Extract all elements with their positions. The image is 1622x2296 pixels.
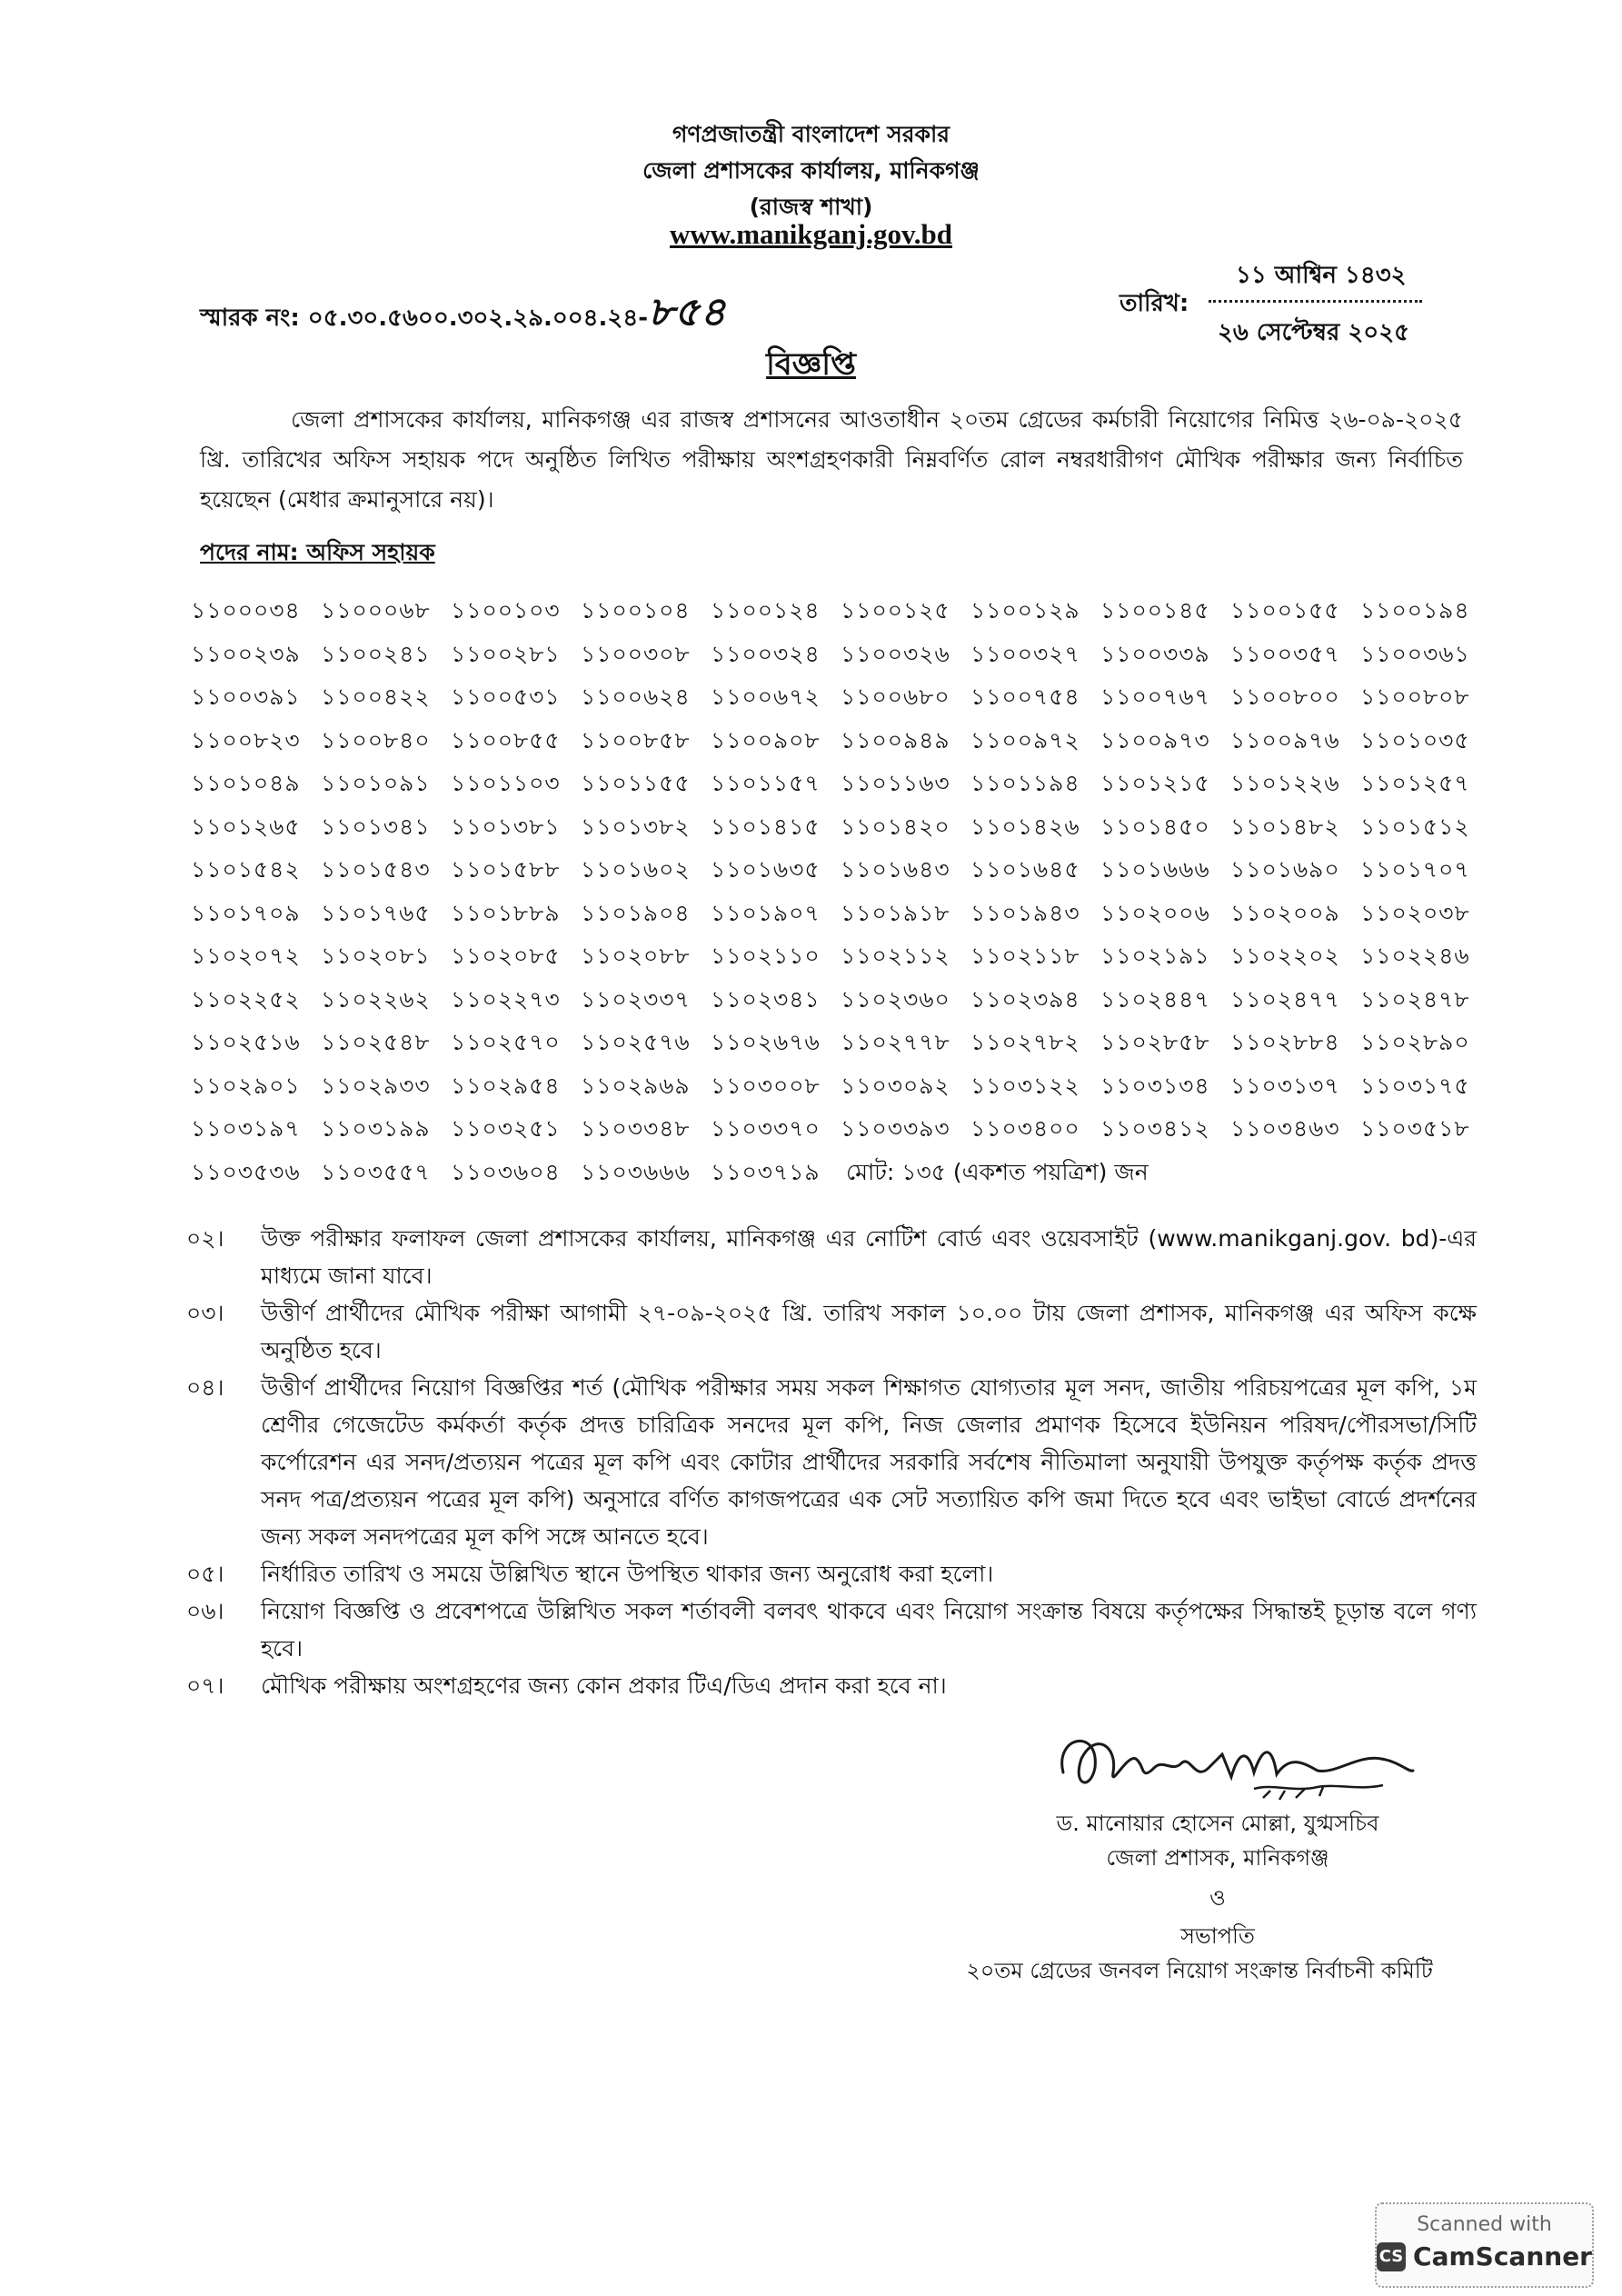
roll-number: ১১০২২৪৬ xyxy=(1360,943,1470,970)
roll-number: ১১০১৮৮৯ xyxy=(451,899,561,926)
roll-number: ১১০১৯৪৩ xyxy=(970,899,1080,926)
roll-number: ১১০৩৬০৪ xyxy=(451,1158,561,1185)
committee-name: ২০তম গ্রেডের জনবল নিয়োগ সংক্রান্ত নির্বাচনী কমিটি xyxy=(966,1958,1433,1983)
office-name: জেলা প্রশাসকের কার্যালয়, মানিকগঞ্জ xyxy=(642,157,980,184)
roll-number: ১১০০৩২৪ xyxy=(711,640,821,667)
roll-number: ১১০০০৬৮ xyxy=(321,597,431,624)
roll-number: ১১০০১৪৫ xyxy=(1100,597,1210,624)
roll-number: ১১০০২৪১ xyxy=(321,640,431,667)
roll-number: ১১০০৩২৬ xyxy=(841,640,950,667)
roll-number: ১১০১২১৫ xyxy=(1100,770,1210,797)
roll-number: ১১০২৩৯৪ xyxy=(970,985,1080,1013)
signatory-name: ড. মানোয়ার হোসেন মোল্লা, যুগ্মসচিব xyxy=(1056,1811,1379,1836)
roll-number: ১১০০৮৫৮ xyxy=(581,726,691,754)
camscanner-badge xyxy=(1375,2202,1594,2288)
roll-number: ১১০১২৬৫ xyxy=(191,813,301,840)
roll-number: ১১০১৯১৮ xyxy=(841,899,950,926)
roll-number: ১১০০৬৮০ xyxy=(841,684,950,711)
roll-number: ১১০৩১৯৯ xyxy=(321,1115,431,1143)
date-bangla: ১১ আশ্বিন ১৪৩২ xyxy=(1236,262,1407,289)
roll-number: ১১০২০৮৫ xyxy=(451,943,561,970)
section-name: (রাজস্ব শাখা) xyxy=(749,194,873,220)
roll-number: ১১০৩১৩৭ xyxy=(1230,1072,1340,1099)
roll-number: ১১০০১৫৫ xyxy=(1230,597,1340,624)
roll-number: ১১০০৯৭২ xyxy=(970,726,1080,754)
roll-number: ১১০৩৪১২ xyxy=(1100,1115,1210,1143)
roll-number: ১১০২০৮১ xyxy=(321,943,431,970)
signature-image xyxy=(1045,1718,1427,1818)
roll-number: ১১০১৪২৬ xyxy=(970,813,1080,840)
roll-number: ১১০১৭৬৫ xyxy=(321,899,431,926)
roll-number: ১১০২২৫২ xyxy=(191,985,301,1013)
instruction-number: ০২। xyxy=(186,1225,224,1252)
roll-number: ১১০১২২৬ xyxy=(1230,770,1340,797)
roll-number: ১১০২১৯১ xyxy=(1100,943,1210,970)
roll-number: ১১০২৮৫৮ xyxy=(1100,1029,1210,1056)
instruction-item xyxy=(186,1555,1477,1592)
roll-number: ১১০০৮২৩ xyxy=(191,726,301,754)
instruction-item xyxy=(186,1369,1477,1555)
roll-number: ১১০৩৫১৮ xyxy=(1360,1115,1470,1143)
roll-number: ১১০১৩৮২ xyxy=(581,813,691,840)
memo-number xyxy=(200,282,726,348)
roll-number: ১১০২৯৬৯ xyxy=(581,1072,691,1099)
signatory-designation: জেলা প্রশাসক, মানিকগঞ্জ xyxy=(1106,1845,1329,1871)
roll-number: ১১০১৫৪২ xyxy=(191,856,301,883)
roll-number: ১১০১৯০৭ xyxy=(711,899,821,926)
roll-row xyxy=(191,591,1490,634)
roll-number: ১১০১৫৪৩ xyxy=(321,856,431,883)
roll-number: ১১০৩৫৩৬ xyxy=(191,1158,301,1185)
roll-number: ১১০১৫১২ xyxy=(1360,813,1470,840)
roll-number: ১১০০১৯৪ xyxy=(1360,597,1470,624)
roll-number: ১১০১১৫৭ xyxy=(711,770,821,797)
roll-number: ১১০১৫৮৮ xyxy=(451,856,561,883)
roll-number: ১১০২৬৭৬ xyxy=(711,1029,821,1056)
roll-number: ১১০০৮৫৫ xyxy=(451,726,561,754)
camscanner-name: CamScanner xyxy=(1413,2241,1592,2271)
roll-number: ১১০০৩০৮ xyxy=(581,640,691,667)
roll-number: ১১০১৬৪৩ xyxy=(841,856,950,883)
roll-number: ১১০২৩৬০ xyxy=(841,985,950,1013)
roll-number: ১১০১৬৩৫ xyxy=(711,856,821,883)
roll-number: ১১০১৬৯০ xyxy=(1230,856,1340,883)
roll-number: ১১০০৯৭৬ xyxy=(1230,726,1340,754)
roll-number: ১১০২৫১৬ xyxy=(191,1029,301,1056)
roll-number: ১১০০৭৬৭ xyxy=(1100,684,1210,711)
roll-number: ১১০২৪৭৭ xyxy=(1230,985,1340,1013)
roll-number: ১১০৩৩৪৮ xyxy=(581,1115,691,1143)
roll-row xyxy=(191,764,1490,807)
roll-number: ১১০২০৭২ xyxy=(191,943,301,970)
roll-row xyxy=(191,634,1490,678)
roll-row xyxy=(191,1023,1490,1066)
roll-number: ১১০০৮৪০ xyxy=(321,726,431,754)
instruction-text: উত্তীর্ণ প্রার্থীদের নিয়োগ বিজ্ঞপ্তির শর্ত (মৌখিক পরীক্ষার সময় সকল শিক্ষাগত যোগ্যতার মূল সনদ, জাতীয় পরিচয়পত্রের মূল কপি, ১ম শ্রেণীর গেজেটেড কর্মকর্তা কর্তৃক প্রদত্ত চারিত্রিক সনদের মূল কপি, নিজ জেলার প্রমাণক হিসেবে ইউনিয়ন পরিষদ/পৌরসভা/সিটি কর্পোরেশন এর সনদ/প্রত্যয়ন পত্রের মূল কপি এবং কোটার প্রার্থীদের সরকারি সর্বশেষ নীতিমালা অনুযায়ী উপযুক্ত কর্তৃপক্ষ কর্তৃক প্রদত্ত সনদ পত্র/প্রত্যয়ন পত্রের মূল কপি) অনুসারে বর্ণিত কাগজপত্রের এক সেট সত্যায়িত কপি জমা দিতে হবে এবং ভাইভা বোর্ডে প্রদর্শনের জন্য সকল সনদপত্রের মূল কপি সঙ্গে আনতে হবে। xyxy=(261,1374,1477,1550)
roll-number: ১১০২৪৪৭ xyxy=(1100,985,1210,1013)
website-link[interactable]: www.manikganj.gov.bd xyxy=(670,218,952,250)
roll-number: ১১০১৯০৪ xyxy=(581,899,691,926)
roll-number: ১১০৩৫৫৭ xyxy=(321,1158,431,1185)
roll-number: ১১০১০৩৫ xyxy=(1360,726,1470,754)
roll-number: ১১০২৩৩৭ xyxy=(581,985,691,1013)
roll-number: ১১০১৬৪৫ xyxy=(970,856,1080,883)
date-label: তারিখ: xyxy=(1119,290,1189,317)
roll-number: ১১০০৯৭৩ xyxy=(1100,726,1210,754)
roll-number: ১১০২৫৭৬ xyxy=(581,1029,691,1056)
roll-number: ১১০১১৯৪ xyxy=(970,770,1080,797)
roll-number: ১১০১২৫৭ xyxy=(1360,770,1470,797)
roll-number: ১১০০৯৪৯ xyxy=(841,726,950,754)
roll-number: ১১০১৭০৭ xyxy=(1360,856,1470,883)
roll-number: ১১০০৭৫৪ xyxy=(970,684,1080,711)
roll-number: ১১০৩১৯৭ xyxy=(191,1115,301,1143)
roll-number: ১১০৩৩৭০ xyxy=(711,1115,821,1143)
roll-number: ১১০২৭৮২ xyxy=(970,1029,1080,1056)
roll-row xyxy=(191,677,1490,721)
roll-number: ১১০১১৫৫ xyxy=(581,770,691,797)
date-dotted-line xyxy=(1209,300,1422,303)
roll-row xyxy=(191,893,1490,937)
roll-number: ১১০৩০৯২ xyxy=(841,1072,950,1099)
roll-number: ১১০৩৬৬৬ xyxy=(581,1158,691,1185)
roll-number: ১১০১১০৩ xyxy=(451,770,561,797)
memo-ref-label: স্মারক নং: ০৫.৩০.৫৬০০.৩০২.২৯.০০৪.২৪- xyxy=(200,304,648,332)
roll-number: ১১০০৩৯১ xyxy=(191,684,301,711)
date-gregorian: ২৬ সেপ্টেম্বর ২০২৫ xyxy=(1218,319,1409,346)
roll-number: ১১০২০৮৮ xyxy=(581,943,691,970)
roll-number: ১১০১৪১৫ xyxy=(711,813,821,840)
roll-number: ১১০২৩৪১ xyxy=(711,985,821,1013)
instruction-number: ০৫। xyxy=(186,1561,224,1587)
camscanner-logo-icon: CS xyxy=(1377,2242,1406,2271)
roll-number: ১১০০৩২৭ xyxy=(970,640,1080,667)
instruction-text: উত্তীর্ণ প্রার্থীদের মৌখিক পরীক্ষা আগামী ২৭-০৯-২০২৫ খ্রি. তারিখ সকাল ১০.০০ টায় জেলা প্রশাসক, মানিকগঞ্জ এর অফিস কক্ষে অনুষ্ঠিত হবে। xyxy=(261,1300,1477,1363)
roll-number: ১১০০৩৫৭ xyxy=(1230,640,1340,667)
roll-number: ১১০০১২৪ xyxy=(711,597,821,624)
roll-number: ১১০০১২৯ xyxy=(970,597,1080,624)
roll-number: ১১০২৯৫৪ xyxy=(451,1072,561,1099)
instruction-text: নির্ধারিত তারিখ ও সময়ে উল্লিখিত স্থানে উপস্থিত থাকার জন্য অনুরোধ করা হলো। xyxy=(261,1561,994,1587)
instruction-item xyxy=(186,1667,1477,1704)
roll-number: ১১০০৬৭২ xyxy=(711,684,821,711)
roll-number: ১১০২১১২ xyxy=(841,943,950,970)
roll-number: ১১০২৭৭৮ xyxy=(841,1029,950,1056)
roll-number: ১১০২৯৩৩ xyxy=(321,1072,431,1099)
roll-number: ১১০২১১০ xyxy=(711,943,821,970)
roll-number: ১১০০৬২৪ xyxy=(581,684,691,711)
roll-number: ১১০২০০৬ xyxy=(1100,899,1210,926)
roll-number: ১১০২১১৮ xyxy=(970,943,1080,970)
roll-number: ১১০০১০৪ xyxy=(581,597,691,624)
roll-number: ১১০০৫৩১ xyxy=(451,684,561,711)
instruction-number: ০৭। xyxy=(186,1672,224,1699)
roll-number: ১১০০০৩৪ xyxy=(191,597,301,624)
roll-number: ১১০১০৪৯ xyxy=(191,770,301,797)
roll-number: ১১০২৮৯০ xyxy=(1360,1029,1470,1056)
roll-number: ১১০৩৭১৯ xyxy=(711,1158,821,1185)
roll-row xyxy=(191,980,1490,1023)
instruction-item xyxy=(186,1592,1477,1667)
roll-number: ১১০১৩৮১ xyxy=(451,813,561,840)
roll-number: ১১০১০৯১ xyxy=(321,770,431,797)
roll-number: ১১০৩১৭৫ xyxy=(1360,1072,1470,1099)
roll-number: ১১০৩১২২ xyxy=(970,1072,1080,1099)
instruction-list xyxy=(186,1220,1477,1704)
roll-number: ১১০০৮০০ xyxy=(1230,684,1340,711)
roll-number: ১১০১৩৪১ xyxy=(321,813,431,840)
roll-number: ১১০২২৬২ xyxy=(321,985,431,1013)
roll-number: ১১০২৫৭০ xyxy=(451,1029,561,1056)
roll-number: ১১০২৯০১ xyxy=(191,1072,301,1099)
roll-number: ১১০০৩৩৯ xyxy=(1100,640,1210,667)
memo-handwritten-number: ৮৫৪ xyxy=(647,290,726,334)
roll-number: ১১০৩২৫১ xyxy=(451,1115,561,1143)
roll-number: ১১০১৪২০ xyxy=(841,813,950,840)
roll-row xyxy=(191,721,1490,764)
roll-number: ১১০১৭০৯ xyxy=(191,899,301,926)
roll-number: ১১০০২৩৯ xyxy=(191,640,301,667)
instruction-text: উক্ত পরীক্ষার ফলাফল জেলা প্রশাসকের কার্যালয়, মানিকগঞ্জ এর নোটিশ বোর্ড এবং ওয়েবসাইট (www.manikganj.gov. bd)-এর মাধ্যমে জানা যাবে। xyxy=(261,1225,1477,1289)
roll-number: ১১০১৪৫০ xyxy=(1100,813,1210,840)
roll-number: ১১০৩০০৮ xyxy=(711,1072,821,1099)
roll-number: ১১০৩১৩৪ xyxy=(1100,1072,1210,1099)
roll-number: ১১০১৪৮২ xyxy=(1230,813,1340,840)
instruction-number: ০৪। xyxy=(186,1374,224,1401)
roll-number: ১১০২২০২ xyxy=(1230,943,1340,970)
roll-number: ১১০০৯০৮ xyxy=(711,726,821,754)
scanned-with-label: Scanned with xyxy=(1417,2213,1552,2236)
roll-row xyxy=(191,850,1490,893)
roll-number: ১১০২০০৯ xyxy=(1230,899,1340,926)
roll-row xyxy=(191,1066,1490,1110)
roll-number: ১১০২৮৮৪ xyxy=(1230,1029,1340,1056)
roll-number: ১১০৩৩৯৩ xyxy=(841,1115,950,1143)
roll-number-grid xyxy=(191,591,1490,1195)
roll-number: ১১০২২৭৩ xyxy=(451,985,561,1013)
roll-number: ১১০৩৪৬৩ xyxy=(1230,1115,1340,1143)
instruction-text: নিয়োগ বিজ্ঞপ্তি ও প্রবেশপত্রে উল্লিখিত সকল শর্তাবলী বলবৎ থাকবে এবং নিয়োগ সংক্রান্ত বিষয়ে কর্তৃপক্ষের সিদ্ধান্তই চূড়ান্ত বলে গণ্য হবে। xyxy=(261,1598,1477,1662)
roll-row xyxy=(191,1109,1490,1153)
post-name: পদের নাম: অফিস সহায়ক xyxy=(200,539,435,565)
roll-number: ১১০২৫৪৮ xyxy=(321,1029,431,1056)
roll-number: ১১০২০৩৮ xyxy=(1360,899,1470,926)
instruction-number: ০৬। xyxy=(186,1598,224,1624)
roll-number: ১১০৩৪০০ xyxy=(970,1115,1080,1143)
instruction-text: মৌখিক পরীক্ষায় অংশগ্রহণের জন্য কোন প্রকার টিএ/ডিএ প্রদান করা হবে না। xyxy=(261,1672,947,1699)
roll-number: ১১০২৪৭৮ xyxy=(1360,985,1470,1013)
roll-number: ১১০১৬০২ xyxy=(581,856,691,883)
roll-row xyxy=(191,936,1490,980)
instruction-item xyxy=(186,1294,1477,1369)
total-count: মোট: ১৩৫ (একশত পয়ত্রিশ) জন xyxy=(846,1158,1149,1185)
roll-number: ১১০১১৬৩ xyxy=(841,770,950,797)
govt-name: গণপ্রজাতন্ত্রী বাংলাদেশ সরকার xyxy=(672,121,950,147)
instruction-number: ০৩। xyxy=(186,1300,224,1326)
roll-number: ১১০০৮০৮ xyxy=(1360,684,1470,711)
intro-paragraph: জেলা প্রশাসকের কার্যালয়, মানিকগঞ্জ এর রাজস্ব প্রশাসনের আওতাধীন ২০তম গ্রেডের কর্মচারী নিয়োগের নিমিত্ত ২৬-০৯-২০২৫ খ্রি. তারিখের অফিস সহায়ক পদে অনুষ্ঠিত লিখিত পরীক্ষায় অংশগ্রহণকারী নিম্নবর্ণিত রোল নম্বরধারীগণ মৌখিক পরীক্ষার জন্য নির্বাচিত হয়েছেন (মেধার ক্রমানুসারে নয়)। xyxy=(200,406,1463,513)
roll-row xyxy=(191,1153,1490,1196)
roll-number: ১১০০৩৬১ xyxy=(1360,640,1470,667)
roll-number: ১১০০২৮১ xyxy=(451,640,561,667)
notice-title: বিজ্ঞপ্তি xyxy=(766,346,856,383)
roll-number: ১১০০৪২২ xyxy=(321,684,431,711)
signatory-conjunction: ও xyxy=(1209,1885,1226,1911)
instruction-item xyxy=(186,1220,1477,1294)
roll-number: ১১০০১০৩ xyxy=(451,597,561,624)
roll-number: ১১০১৬৬৬ xyxy=(1100,856,1210,883)
roll-number: ১১০০১২৫ xyxy=(841,597,950,624)
roll-row xyxy=(191,807,1490,851)
signatory-role: সভাপতি xyxy=(1180,1923,1255,1949)
